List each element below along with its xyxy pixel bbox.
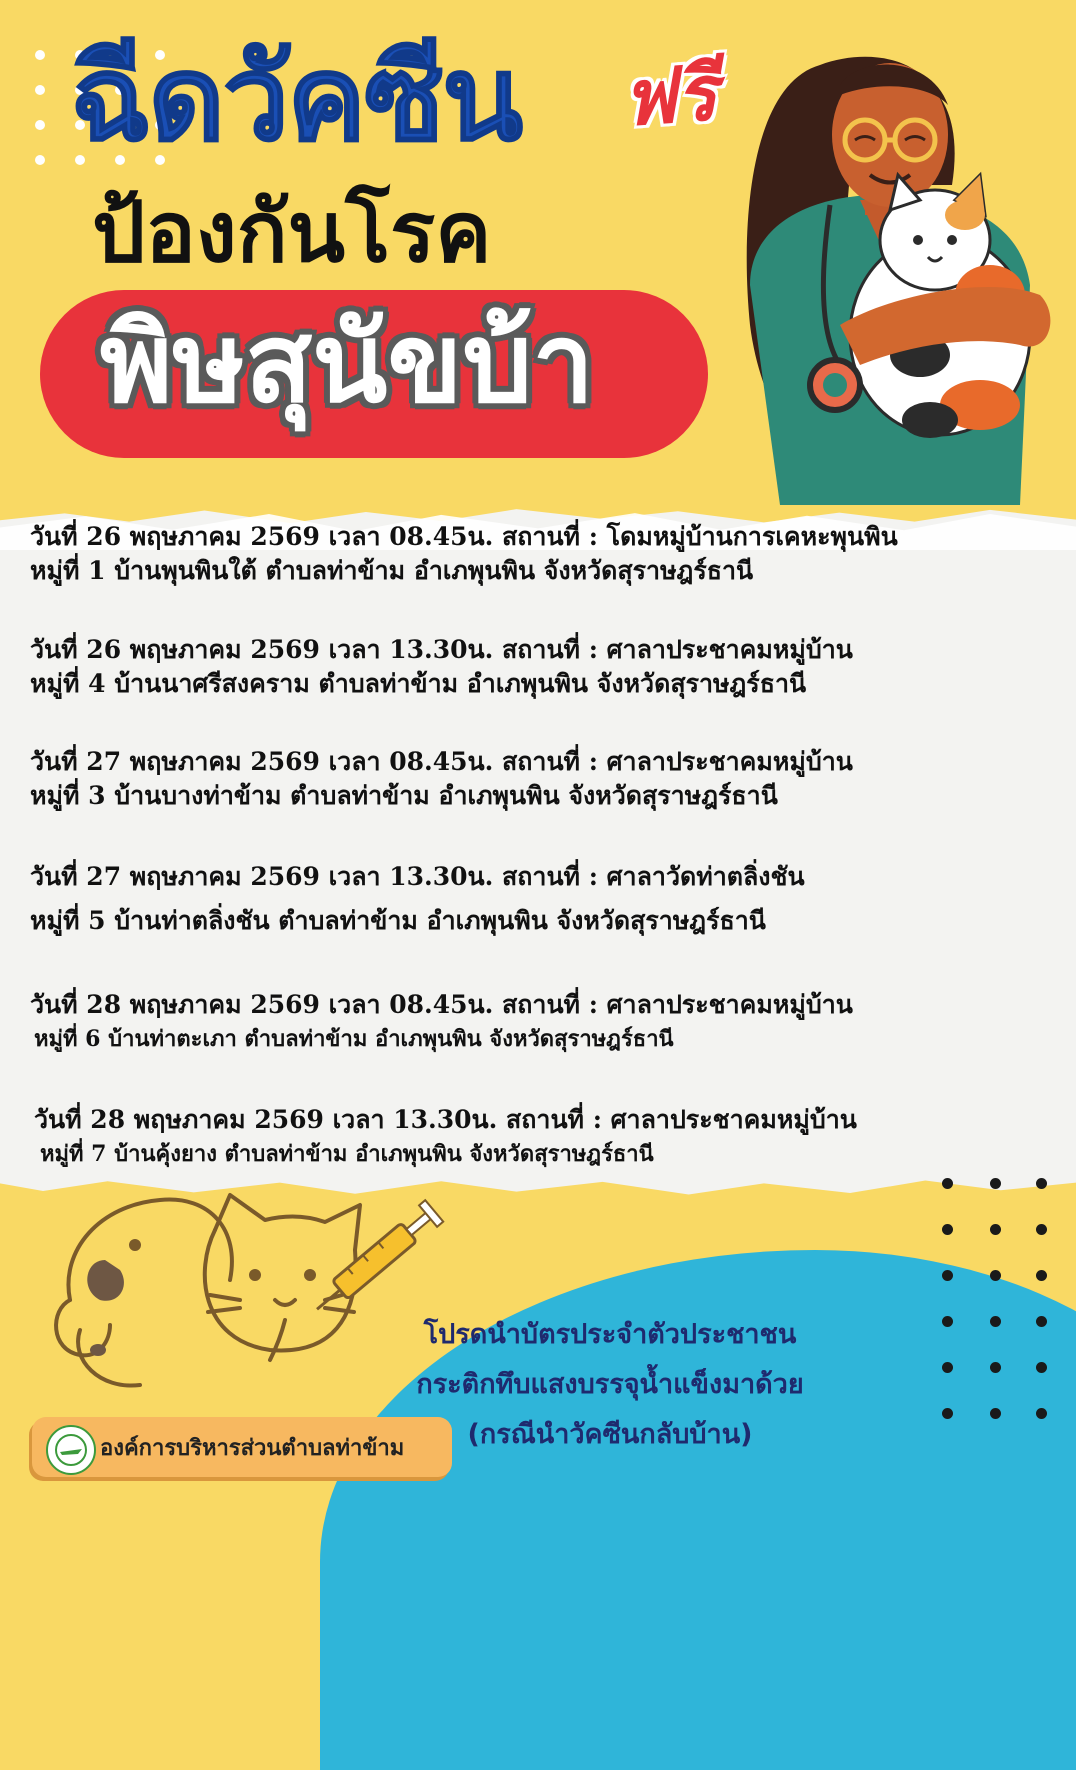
schedule-date-place: วันที่ 26 พฤษภาคม 2569 เวลา 08.45น. สถานที่ : โดมหมู่บ้านการเคหะพุนพิน [30,522,898,551]
vet-holding-cat-illustration [690,25,1070,525]
notice-line: กระติกทึบแสงบรรจุน้ำแข็งมาด้วย [416,1369,804,1400]
schedule-item [30,745,1060,813]
headline-vaccine: ฉีดวัคซีน [70,29,521,167]
schedule-item [30,520,1060,588]
schedule-date-place: วันที่ 28 พฤษภาคม 2569 เวลา 13.30น. สถานที่ : ศาลาประชาคมหมู่บ้าน [34,1105,857,1134]
crocodile-emblem-icon [46,1425,96,1475]
schedule-paper-panel [0,505,1076,1200]
schedule-address: หมู่ที่ 5 บ้านท่าตลิ่งชัน ตำบลท่าข้าม อำเภพุนพิน จังหวัดสุราษฎร์ธานี [30,906,766,935]
schedule-date-place: วันที่ 26 พฤษภาคม 2569 เวลา 13.30น. สถานที่ : ศาลาประชาคมหมู่บ้าน [30,635,853,664]
free-badge: ฟรี [619,47,720,144]
schedule-item [30,988,1060,1056]
schedule-address: หมู่ที่ 4 บ้านนาศรีสงคราม ตำบลท่าข้าม อำเภพุนพิน จังหวัดสุราษฎร์ธานี [30,669,807,698]
schedule-address: หมู่ที่ 3 บ้านบางท่าข้าม ตำบลท่าข้าม อำเภพุนพิน จังหวัดสุราษฎร์ธานี [30,781,778,810]
schedule-address: หมู่ที่ 1 บ้านพุนพินใต้ ตำบลท่าข้าม อำเภพุนพิน จังหวัดสุราษฎร์ธานี [30,556,754,585]
schedule-date-place: วันที่ 27 พฤษภาคม 2569 เวลา 08.45น. สถานที่ : ศาลาประชาคมหมู่บ้าน [30,747,853,776]
schedule-item [34,1103,1064,1171]
headline-prevent-disease: ป้องกันโรค [92,183,492,281]
schedule-date-place: วันที่ 27 พฤษภาคม 2569 เวลา 13.30น. สถานที่ : ศาลาวัดท่าตลิ่งชัน [30,862,805,891]
organization-name: องค์การบริหารส่วนตำบลท่าข้าม [100,1436,405,1461]
schedule-address: หมู่ที่ 7 บ้านคุ้งยาง ตำบลท่าข้าม อำเภพุนพิน จังหวัดสุราษฎร์ธานี [40,1141,654,1167]
schedule-item [30,860,1060,938]
notice-line: โปรดนำบัตรประจำตัวประชาชน [423,1319,797,1350]
notice-line: (กรณีนำวัคซีนกลับบ้าน) [467,1419,753,1450]
schedule-address: หมู่ที่ 6 บ้านท่าตะเภา ตำบลท่าข้าม อำเภพุนพิน จังหวัดสุราษฎร์ธานี [34,1026,674,1052]
schedule-item [30,633,1060,701]
headline-rabies: พิษสุนัขบ้า [100,299,595,427]
schedule-date-place: วันที่ 28 พฤษภาคม 2569 เวลา 08.45น. สถานที่ : ศาลาประชาคมหมู่บ้าน [30,990,853,1019]
